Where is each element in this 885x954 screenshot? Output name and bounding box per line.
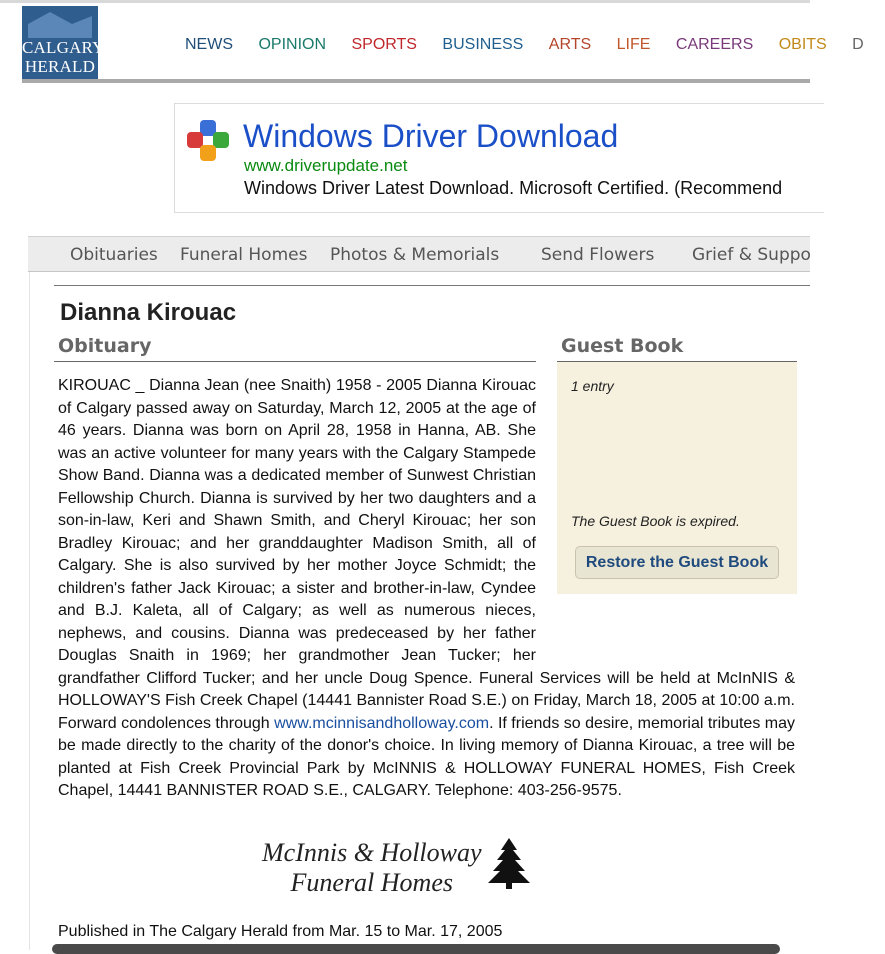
- obituary-text-part2: . If friends so desire, memorial tributes may be made directly to the charity of the donor's choice. In living memory of Dianna Kirouac, a tree will be planted at Fish Creek Provincial Park by McINNIS & HOLLOWAY FUNERAL HOMES, Fish Creek Chapel, 14441 BANNISTER ROAD S.E., CALGARY. Telephone: 403-256-9575.: [58, 714, 795, 799]
- subnav-photos-memorials[interactable]: Photos & Memorials: [330, 245, 500, 265]
- nav-sports[interactable]: SPORTS: [351, 36, 417, 53]
- subnav-grief-support[interactable]: Grief & Suppo: [692, 245, 811, 265]
- published-notice: Published in The Calgary Herald from Mar. 15 to Mar. 17, 2005: [58, 923, 503, 940]
- content-top-rule: [54, 285, 810, 286]
- nav-business[interactable]: BUSINESS: [442, 36, 524, 53]
- nav-opinion[interactable]: OPINION: [258, 36, 327, 53]
- subnav-send-flowers[interactable]: Send Flowers: [541, 245, 655, 265]
- ad-url[interactable]: www.driverupdate.net: [244, 156, 408, 175]
- guestbook-expired-notice: The Guest Book is expired.: [571, 513, 740, 529]
- bottom-scroll-bar[interactable]: [52, 944, 780, 954]
- calgary-herald-logo[interactable]: [22, 6, 105, 80]
- nav-news[interactable]: NEWS: [185, 36, 233, 53]
- funeral-home-logo-line-2: Funeral Homes: [290, 868, 453, 897]
- restore-guestbook-button[interactable]: Restore the Guest Book: [575, 546, 779, 579]
- pine-tree-icon: [486, 838, 532, 890]
- nav-life[interactable]: LIFE: [616, 36, 651, 53]
- subnav-obituaries[interactable]: Obituaries: [70, 245, 158, 265]
- guestbook-entry-count[interactable]: 1 entry: [571, 378, 614, 394]
- funeral-home-logo[interactable]: [262, 838, 482, 898]
- obituary-heading: Obituary: [58, 335, 152, 357]
- obituary-subnav: [28, 236, 810, 272]
- nav-underline: [22, 79, 810, 83]
- guestbook-heading: Guest Book: [561, 335, 684, 357]
- main-nav: [185, 36, 885, 54]
- obituary-body: [58, 375, 795, 803]
- nav-more[interactable]: D: [852, 36, 864, 53]
- top-border: [0, 0, 810, 3]
- obituary-text-part1: KIROUAC _ Dianna Jean (nee Snaith) 1958 - 2005 Dianna Kirouac of Calgary passed away on Saturday, March 12, 2005 at the age of 46 years. Dianna was born on April 28, 1958 in Hanna, AB. She was an active volunteer for many years with the Calgary Stampede Show Band. Dianna was a dedicated member of Sunwest Christian Fellowship Church. Dianna is survived by her two daughters and a son-in-law, Keri and Shawn Smith, and Cheryl Kirouac; her son Bradley Kirouac; and her granddaughter Madison Smith, all of Calgary. She is also survived by her mother Joyce Schmidt; the children's father Jack Kirouac; a sister and brother-in-law, Cyndee and B.J. Kaleta, all of Calgary; as well as numerous nieces, nephews, and cousins. Dianna was predeceased by her father Douglas Snaith in 1969; her grandmother Jean Tucker; her grandfather Clifford Tucker; and her uncle Doug Spence. Funeral Services will be held at McInNIS & HOLLOWAY'S Fish Creek Chapel (14441 Bannister Road S.E.) on Friday, March 18, 2005 at 10:00 a.m. Forward condolences through: [58, 377, 795, 732]
- driver-update-icon: [185, 118, 231, 164]
- ad-description: Windows Driver Latest Download. Microsoft Certified. (Recommend: [244, 178, 783, 198]
- house-logo-icon: [28, 12, 92, 38]
- logo-line-2: HERALD: [24, 57, 96, 76]
- ad-title[interactable]: Windows Driver Download: [243, 118, 619, 154]
- guestbook-spacer: [536, 375, 795, 651]
- deceased-name: Dianna Kirouac: [60, 299, 237, 326]
- nav-obits[interactable]: OBITS: [778, 36, 827, 53]
- logo-line-1: CALGARY: [22, 38, 105, 57]
- obituary-heading-rule: [54, 361, 536, 362]
- funeral-home-logo-line-1: McInnis & Holloway: [262, 838, 482, 867]
- advertisement[interactable]: [174, 103, 824, 213]
- funeral-home-link[interactable]: www.mcinnisandholloway.com: [274, 714, 490, 732]
- nav-careers[interactable]: CAREERS: [675, 36, 754, 53]
- subnav-funeral-homes[interactable]: Funeral Homes: [180, 245, 308, 265]
- content-frame-border: [29, 272, 30, 950]
- nav-arts[interactable]: ARTS: [548, 36, 592, 53]
